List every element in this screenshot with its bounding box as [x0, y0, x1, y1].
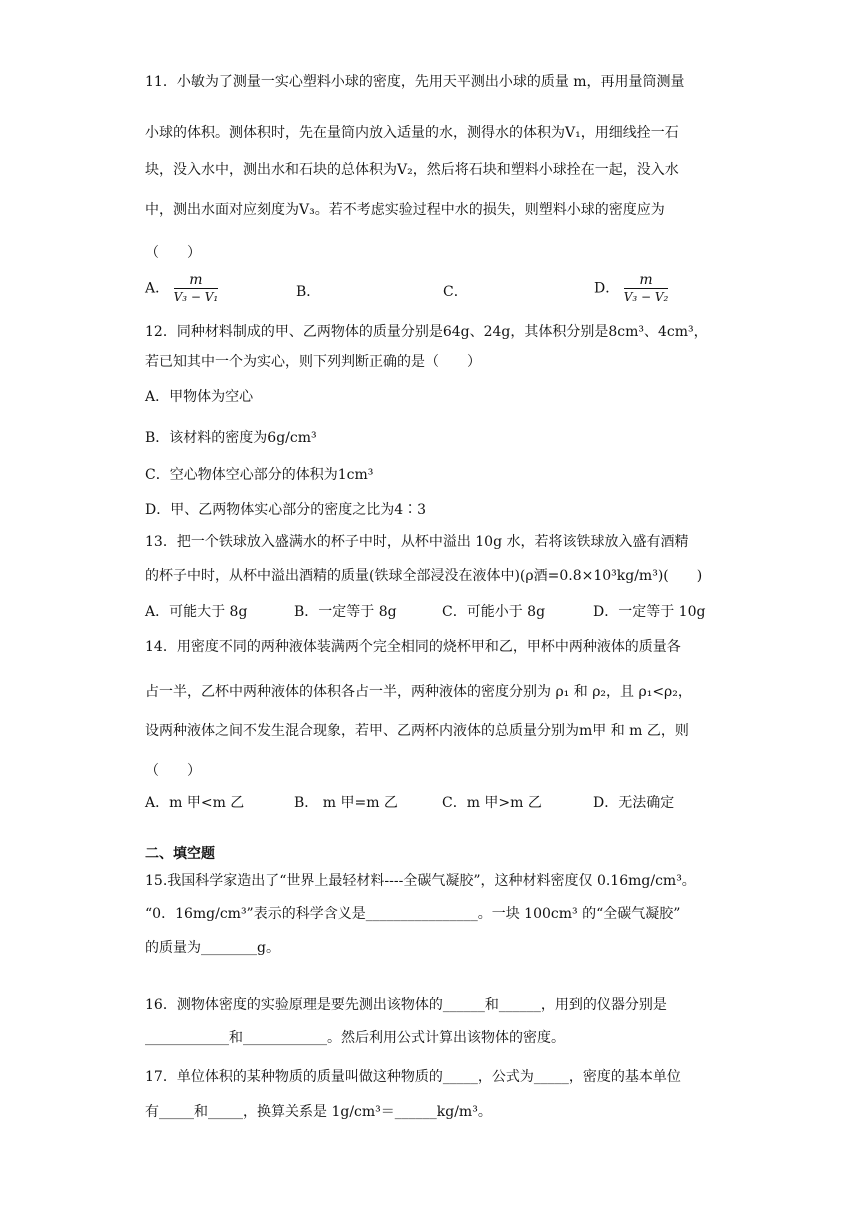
q11-option-a-denominator: V₃ − V₁ [173, 290, 219, 304]
q11-line-3: 块，没入水中，测出水和石块的总体积为V₂，然后将石块和塑料小球拴在一起，没入水 [145, 162, 679, 178]
q11-option-d-numerator: m [624, 272, 669, 289]
q11-option-b-label: B． [296, 284, 321, 300]
q12-option-a[interactable]: A．甲物体为空心 [145, 389, 254, 405]
q13-line-2: 的杯子中时，从杯中溢出酒精的质量(铁球全部浸没在液体中)(ρ酒=0.8×10³kg/m³)( ) [145, 568, 703, 584]
q12-option-d[interactable]: D．甲、乙两物体实心部分的密度之比为4∶3 [145, 502, 427, 518]
q13-option-a[interactable]: A．可能大于 8g [145, 604, 248, 620]
q15-line-2: “0．16mg/cm³”表示的科学含义是________________。一块 100cm³ 的“全碳气凝胶” [145, 906, 681, 922]
q11-option-a[interactable] [145, 272, 218, 305]
q16-line-1: 16．测物体密度的实验原理是要先测出该物体的______和______，用到的仪器分别是 [145, 997, 667, 1013]
q11-option-c[interactable] [443, 282, 468, 302]
q12-line-1: 12．同种材料制成的甲、乙两物体的质量分别是64g、24g，其体积分别是8cm³、4cm³， [145, 324, 708, 340]
q17-line-2: 有_____和_____，换算关系是 1g/cm³＝______kg/m³。 [145, 1104, 492, 1120]
section-heading-fill-in: 二、填空题 [145, 846, 215, 862]
q11-option-a-fraction [174, 272, 219, 305]
q16-line-2: ____________和____________。然后利用公式计算出该物体的密度。 [145, 1030, 565, 1046]
q11-option-b[interactable] [296, 282, 320, 302]
q14-line-3: 设两种液体之间不发生混合现象，若甲、乙两杯内液体的总质量分别为m甲 和 m 乙，则 [145, 723, 689, 739]
q13-option-d[interactable]: D．一定等于 10g [593, 604, 706, 620]
q12-option-c[interactable]: C．空心物体空心部分的体积为1cm³ [145, 467, 374, 483]
q14-line-2: 占一半，乙杯中两种液体的体积各占一半，两种液体的密度分别为 ρ₁ 和 ρ₂，且 ρ₁<ρ₂， [145, 684, 692, 700]
q11-line-2: 小球的体积。测体积时，先在量筒内放入适量的水，测得水的体积为V₁，用细线拴一石 [145, 125, 679, 141]
q17-line-1: 17．单位体积的某种物质的质量叫做这种物质的_____，公式为_____，密度的基本单位 [145, 1069, 681, 1085]
q14-option-a[interactable]: A．m 甲<m 乙 [145, 795, 245, 811]
q14-line-1: 14．用密度不同的两种液体装满两个完全相同的烧杯甲和乙，甲杯中两种液体的质量各 [145, 639, 681, 655]
q11-line-1: 11．小敏为了测量一实心塑料小球的密度，先用天平测出小球的质量 m，再用量筒测量 [145, 74, 685, 90]
q11-option-d-denominator: V₃ − V₂ [623, 290, 669, 304]
q11-option-d[interactable] [594, 272, 668, 305]
q12-line-2: 若已知其中一个为实心，则下列判断正确的是（ ） [145, 354, 481, 370]
q13-option-c[interactable]: C．可能小于 8g [442, 604, 546, 620]
q13-option-b[interactable]: B．一定等于 8g [294, 604, 397, 620]
q11-option-d-label: D． [594, 280, 620, 297]
q11-option-a-label: A． [145, 280, 170, 297]
q11-option-d-fraction [624, 272, 669, 305]
q11-line-5: （ ） [145, 245, 201, 261]
q14-line-4: （ ） [145, 763, 201, 779]
q15-line-3: 的质量为________g。 [145, 940, 280, 956]
q13-line-1: 13．把一个铁球放入盛满水的杯子中时，从杯中溢出 10g 水，若将该铁球放入盛有酒精 [145, 534, 689, 550]
q11-option-c-label: C． [443, 284, 468, 300]
q14-option-b[interactable]: B． m 甲=m 乙 [294, 795, 398, 811]
q14-option-d[interactable]: D．无法确定 [593, 795, 675, 811]
q11-option-a-numerator: m [174, 272, 219, 289]
q11-line-4: 中，测出水面对应刻度为V₃。若不考虑实验过程中水的损失，则塑料小球的密度应为 [145, 202, 665, 218]
q14-option-c[interactable]: C．m 甲>m 乙 [442, 795, 542, 811]
q12-option-b[interactable]: B．该材料的密度为6g/cm³ [145, 430, 317, 446]
q15-line-1: 15.我国科学家造出了“世界上最轻材料----全碳气凝胶”，这种材料密度仅 0.16mg/cm³。 [145, 873, 696, 889]
